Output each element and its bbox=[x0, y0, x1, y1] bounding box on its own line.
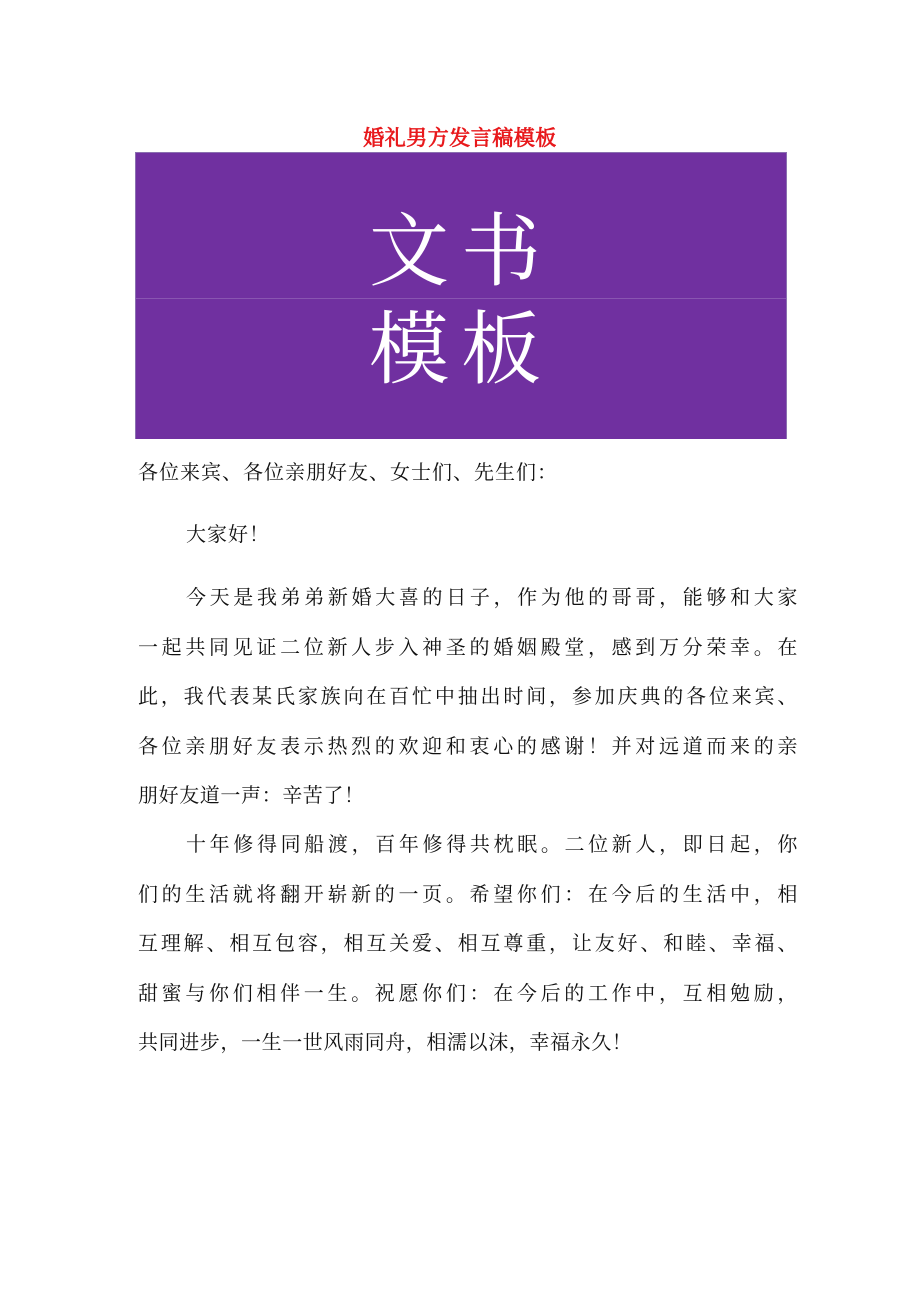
paragraph-line: 朋好友道一声：辛苦了！ bbox=[138, 783, 365, 807]
paragraph-line: 今天是我弟弟新婚大喜的日子，作为他的哥哥，能够和大家 bbox=[186, 585, 798, 609]
paragraph-1 bbox=[138, 582, 798, 830]
paragraph-line: 甜蜜与你们相伴一生。祝愿你们：在今后的工作中，互相勉励， bbox=[138, 980, 798, 1005]
salutation: 各位来宾、各位亲朋好友、女士们、先生们： bbox=[138, 460, 558, 484]
banner-line-2: 模板 bbox=[369, 303, 553, 396]
greeting: 大家好！ bbox=[186, 522, 270, 546]
paragraph-line: 十年修得同船渡，百年修得共枕眠。二位新人，即日起，你 bbox=[186, 832, 798, 856]
paragraph-line: 们的生活就将翻开崭新的一页。希望你们：在今后的生活中，相 bbox=[138, 881, 798, 906]
paragraph-line: 各位亲朋好友表示热烈的欢迎和衷心的感谢！并对远道而来的亲 bbox=[138, 733, 798, 758]
paragraph-2 bbox=[138, 829, 798, 1077]
document-title: 婚礼男方发言稿模板 bbox=[363, 126, 557, 150]
paragraph-line: 互理解、相互包容，相互关爱、相互尊重，让友好、和睦、幸福、 bbox=[138, 931, 798, 955]
paragraph-line: 一起共同见证二位新人步入神圣的婚姻殿堂，感到万分荣幸。在 bbox=[138, 634, 798, 659]
title-banner bbox=[135, 152, 787, 439]
paragraph-line: 共同进步，一生一世风雨同舟，相濡以沫，幸福永久！ bbox=[138, 1030, 633, 1054]
paragraph-line: 此，我代表某氏家族向在百忙中抽出时间，参加庆典的各位来宾、 bbox=[138, 684, 798, 708]
banner-line-1: 文书 bbox=[369, 205, 553, 298]
